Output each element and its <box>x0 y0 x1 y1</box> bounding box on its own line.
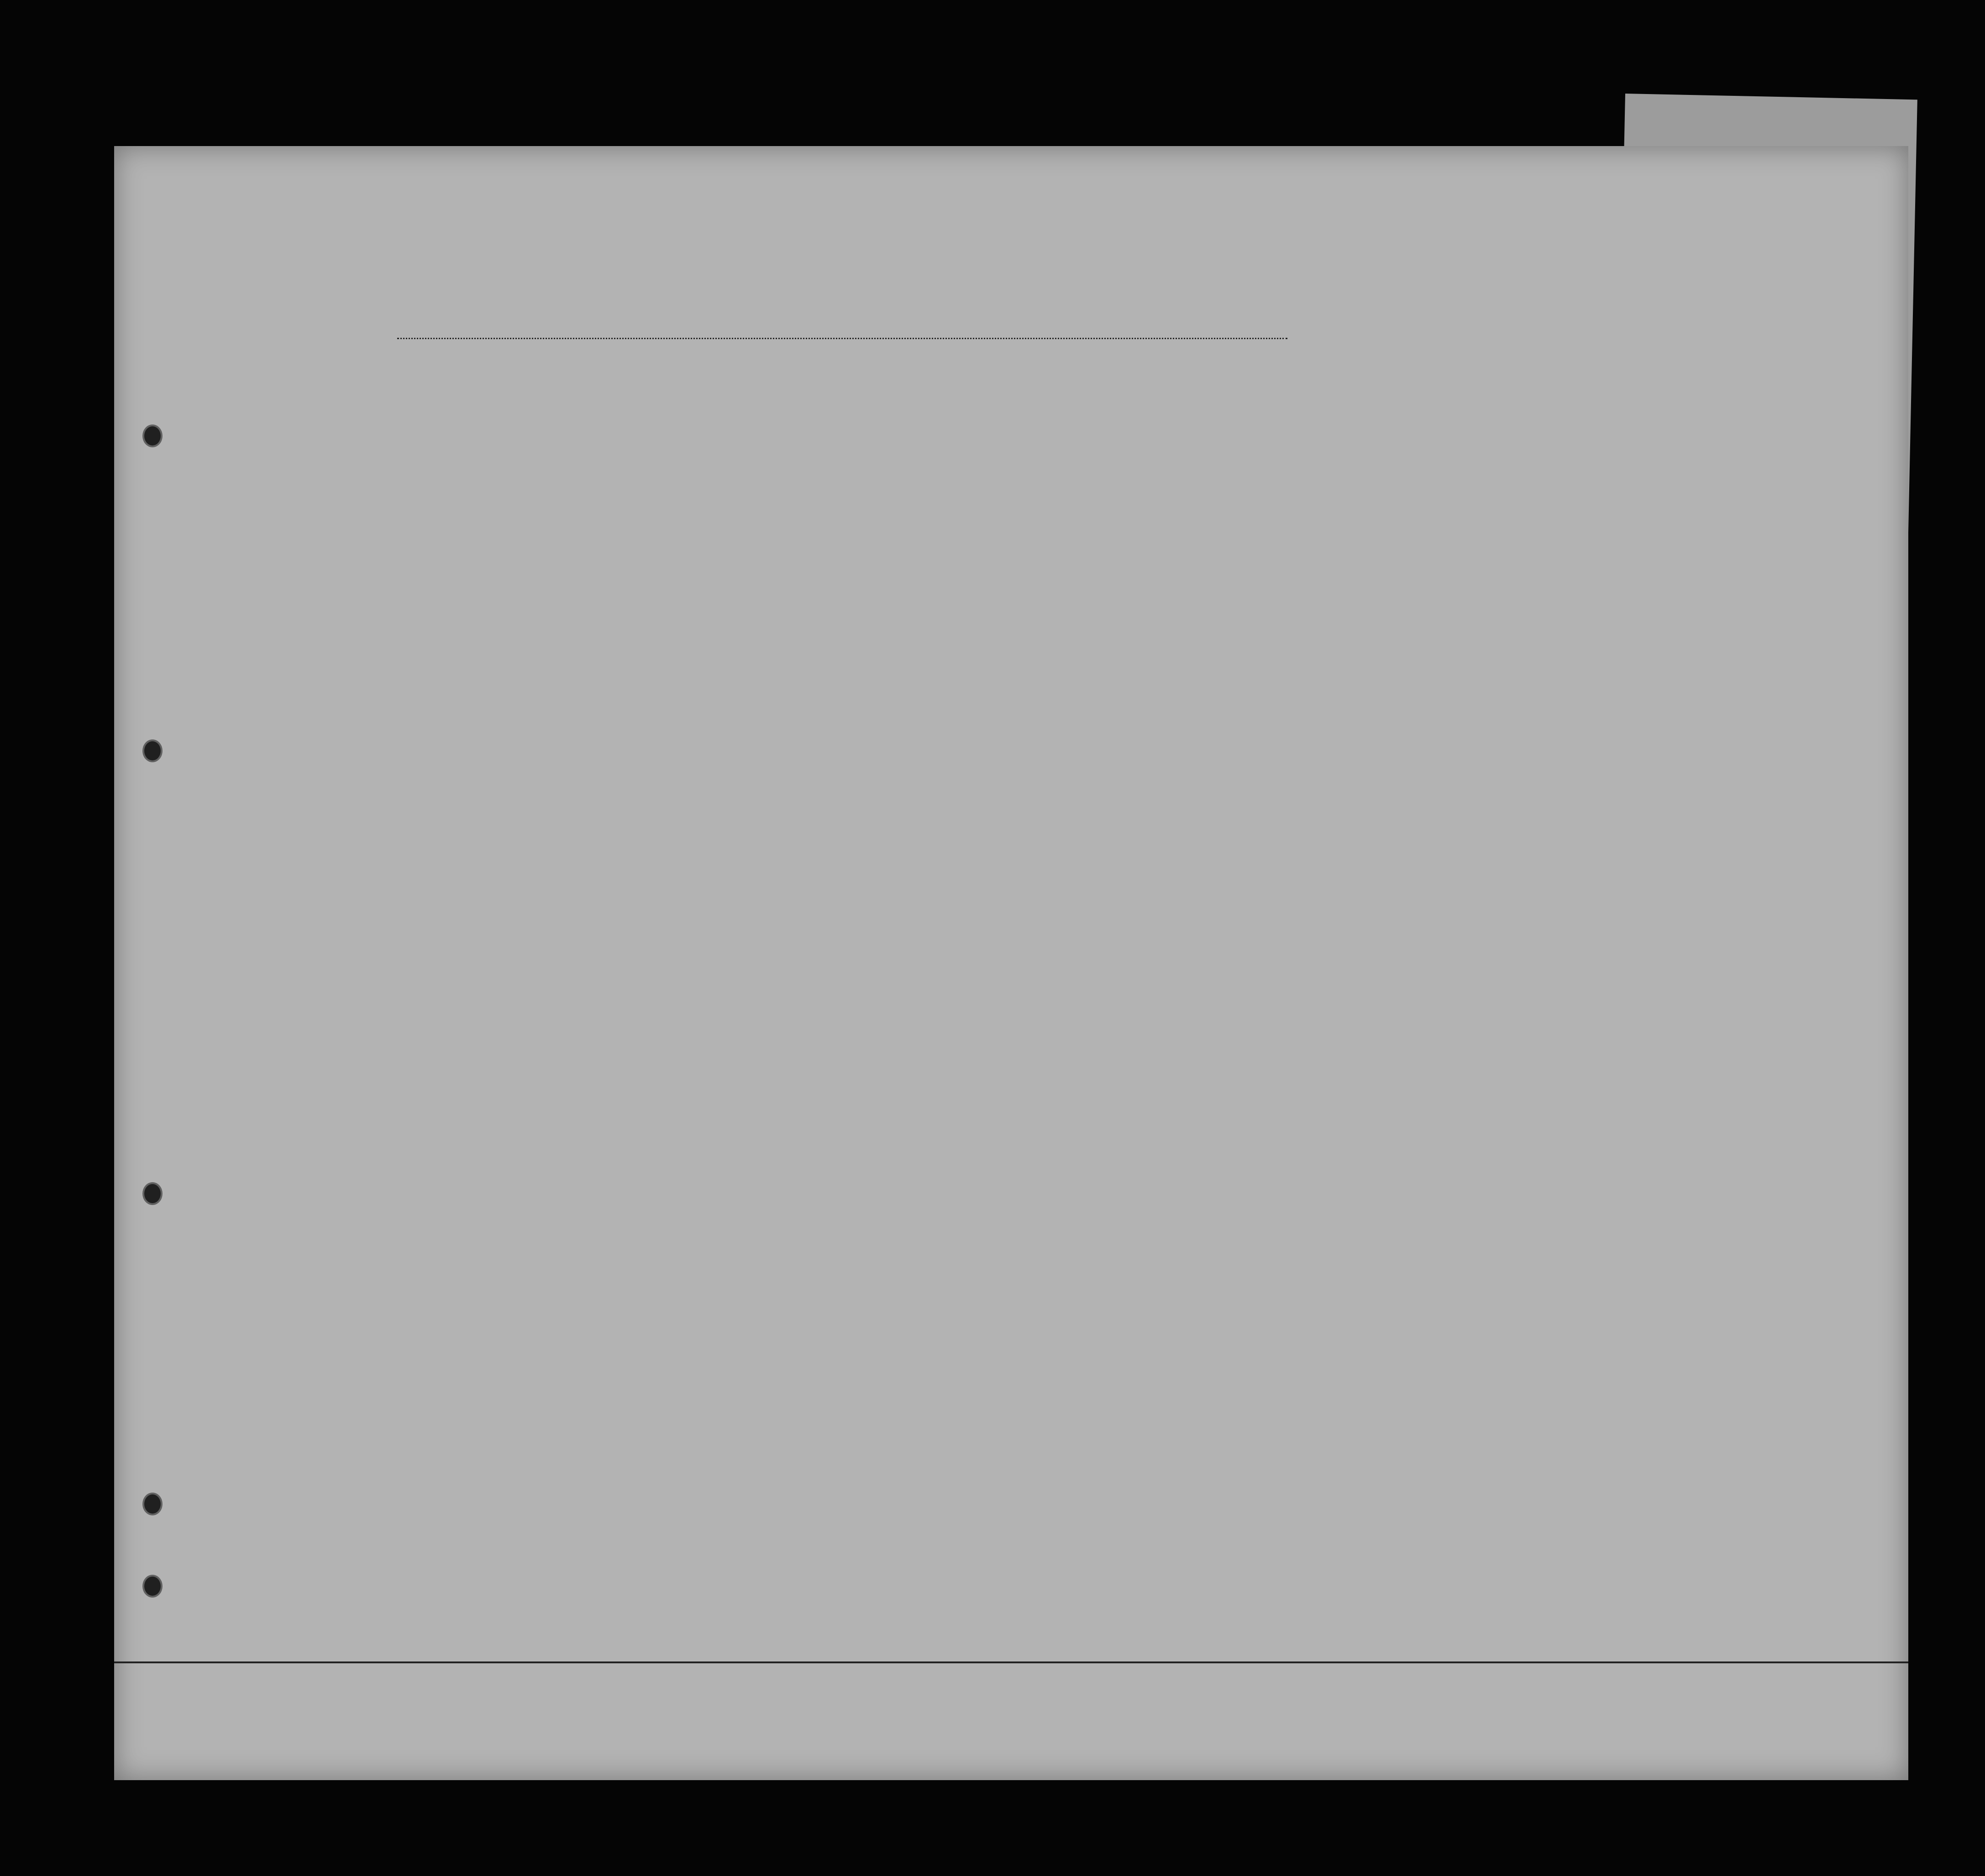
arrival-dotted-line <box>397 338 1287 339</box>
footer-divider <box>114 1661 1908 1663</box>
binder-hole <box>142 739 163 762</box>
manifest-table <box>114 361 1908 1625</box>
binder-hole <box>142 424 163 447</box>
binder-hole <box>142 1493 163 1515</box>
binder-hole <box>142 1182 163 1205</box>
binder-hole <box>142 1575 163 1598</box>
manifest-sheet <box>114 146 1908 1780</box>
